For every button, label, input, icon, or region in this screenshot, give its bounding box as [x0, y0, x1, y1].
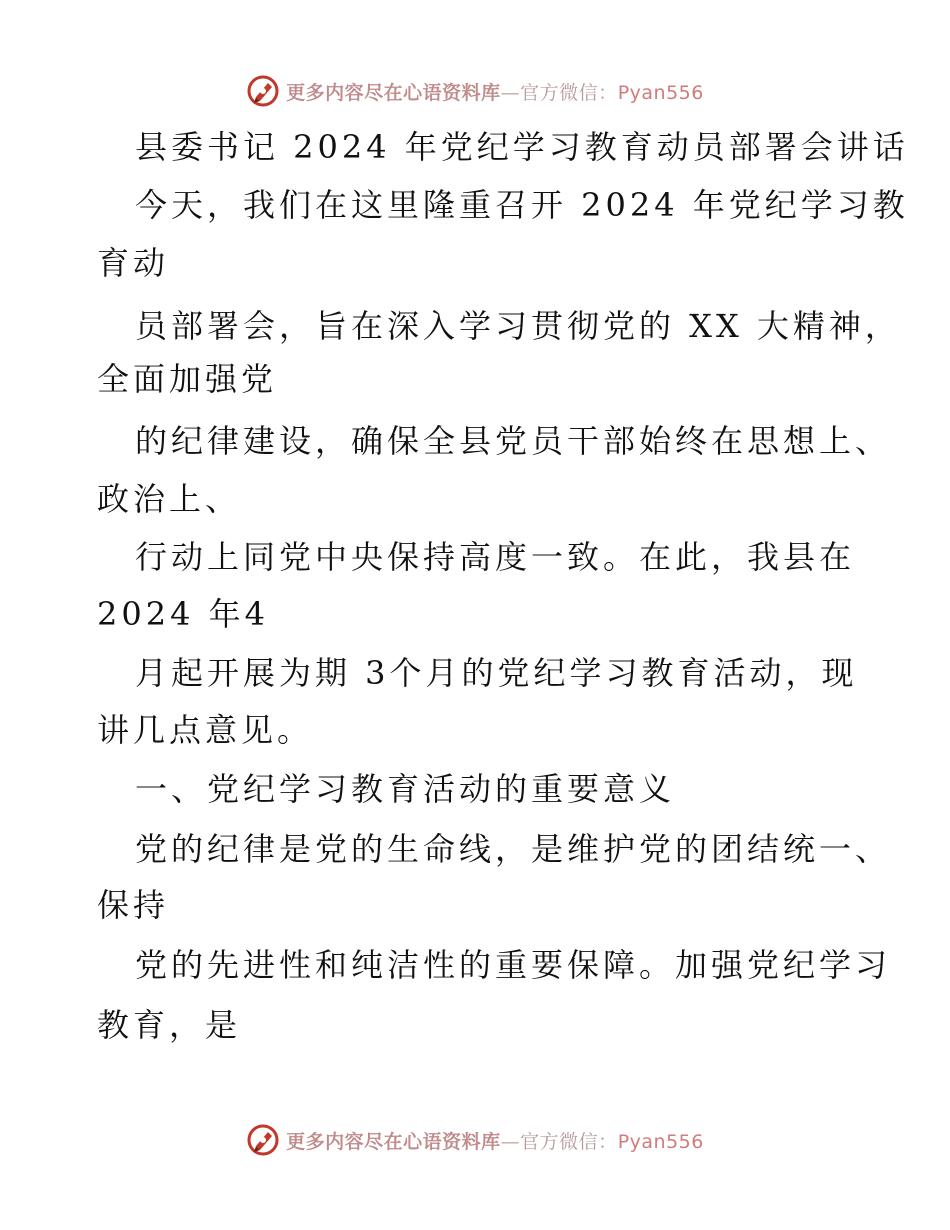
text-line: 行动上同党中央保持高度一致。在此，我县在: [135, 538, 856, 576]
watermark-wechat-label: 官方微信：: [520, 81, 618, 104]
watermark-brand: 更多内容尽在心语资料库: [286, 81, 501, 104]
text-line: 保持: [97, 886, 170, 924]
watermark-wechat-id: Pyan556: [617, 81, 704, 104]
text-line: 党的纪律是党的生命线，是维护党的团结统一、: [135, 830, 892, 868]
watermark-wechat-label: 官方微信：: [520, 1130, 618, 1153]
text-line: 的纪律建设，确保全县党员干部始终在思想上、: [135, 422, 892, 460]
pen-logo-icon: [246, 1123, 280, 1157]
section-heading: 一、党纪学习教育活动的重要意义: [135, 770, 676, 808]
watermark-separator: —: [500, 81, 521, 104]
text-line: 政治上、: [97, 480, 242, 518]
watermark-separator: —: [500, 1130, 521, 1153]
watermark-text: [286, 78, 704, 105]
text-line: 2024 年4: [97, 595, 269, 633]
text-line: 今天，我们在这里隆重召开 2024 年党纪学习教: [135, 186, 909, 224]
watermark-brand: 更多内容尽在心语资料库: [286, 1130, 501, 1153]
text-line: 全面加强党: [97, 360, 278, 398]
text-line: 讲几点意见。: [97, 711, 314, 749]
text-line: 育动: [97, 244, 170, 282]
header-watermark: [0, 71, 950, 111]
text-line: 教育，是: [97, 1006, 242, 1044]
document-title: 县委书记 2024 年党纪学习教育动员部署会讲话: [135, 128, 909, 166]
text-line: 月起开展为期 3个月的党纪学习教育活动，现: [135, 654, 858, 692]
text-line: 党的先进性和纯洁性的重要保障。加强党纪学习: [135, 946, 892, 984]
watermark-wechat-id: Pyan556: [617, 1130, 704, 1153]
pen-logo-icon: [246, 74, 280, 108]
footer-watermark: [0, 1120, 950, 1160]
text-line: 员部署会，旨在深入学习贯彻党的 XX 大精神，: [135, 307, 901, 345]
watermark-text: [286, 1127, 704, 1154]
